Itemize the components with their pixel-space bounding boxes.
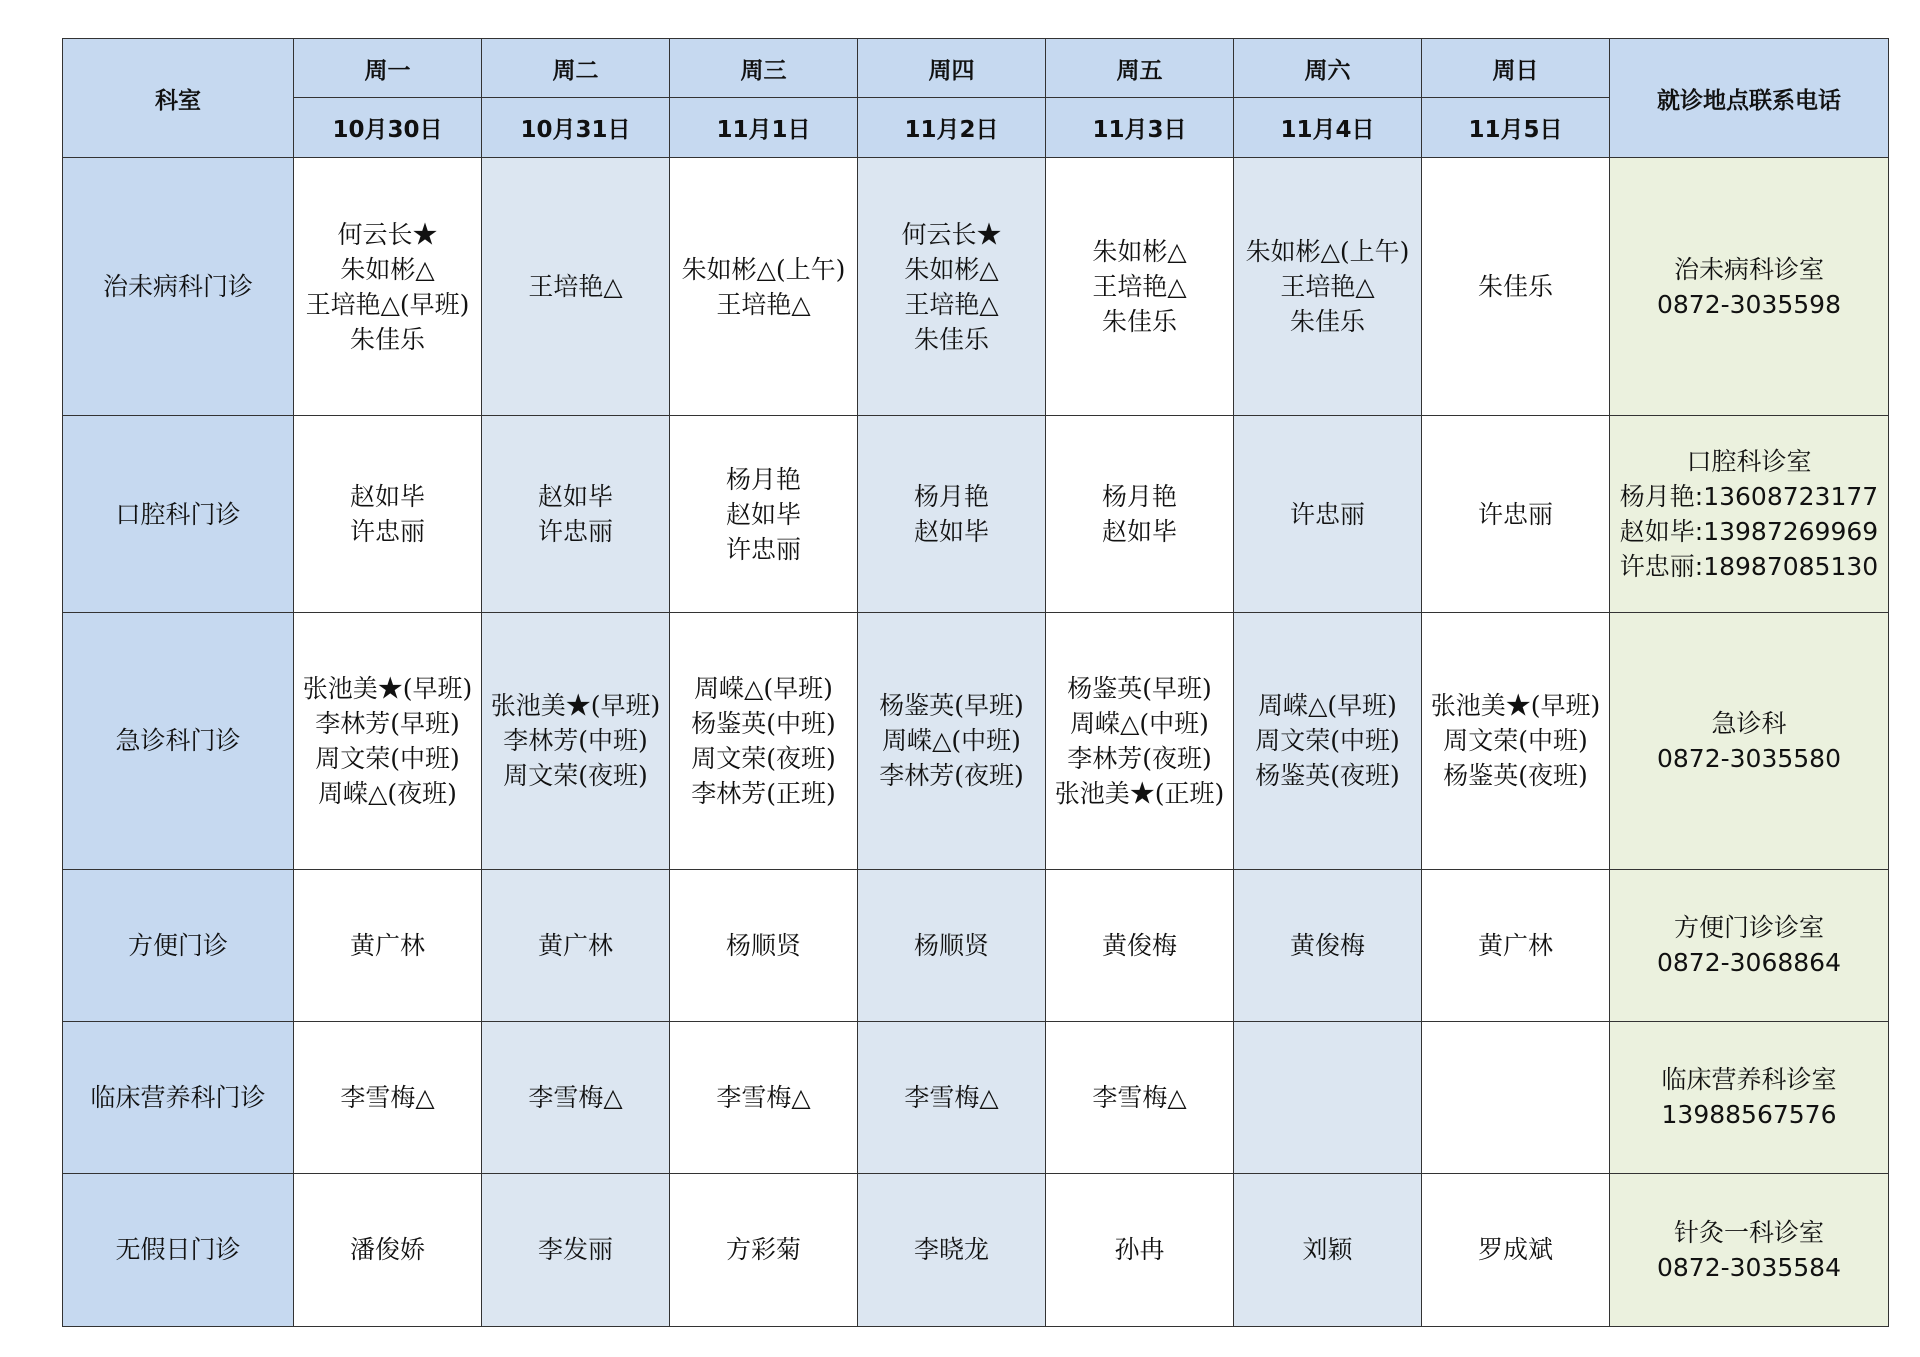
doctor-entry: 何云长★ — [901, 219, 1002, 249]
phone-number: 0872-3035584 — [1657, 1252, 1841, 1282]
duty-cell — [294, 158, 482, 416]
date-header: 11月1日 — [670, 98, 858, 158]
doctor-entry: 周文荣(中班) — [315, 743, 460, 773]
phone-number: 许忠丽:18987085130 — [1619, 552, 1879, 582]
clinic-room-name: 治未病科诊室 — [1673, 254, 1824, 284]
date-header: 10月30日 — [294, 98, 482, 158]
duty-cell — [858, 158, 1046, 416]
doctor-entry: 何云长★ — [337, 219, 438, 249]
schedule-body — [63, 158, 1889, 1327]
weekday-header: 周五 — [1046, 39, 1234, 98]
duty-cell — [1422, 613, 1610, 869]
doctor-entry: 朱佳乐 — [1477, 272, 1553, 302]
weekday-header: 周日 — [1422, 39, 1610, 98]
duty-cell — [294, 869, 482, 1021]
doctor-entry: 李雪梅△ — [904, 1082, 999, 1112]
duty-cell — [1234, 869, 1422, 1021]
phone-number: 杨月艳:13608723177 — [1619, 482, 1879, 512]
duty-cell — [294, 1021, 482, 1173]
doctor-entry: 张池美★(早班) — [1430, 691, 1601, 721]
duty-cell — [1046, 1173, 1234, 1326]
department-name: 急诊科门诊 — [63, 613, 294, 869]
duty-cell — [858, 1021, 1046, 1173]
doctor-entry: 周嵘△(中班) — [882, 726, 1021, 756]
doctor-entry: 杨鉴英(中班) — [691, 708, 836, 738]
duty-schedule-table — [62, 38, 1889, 1327]
doctor-entry: 李雪梅△ — [528, 1082, 623, 1112]
doctor-entry: 方彩菊 — [725, 1235, 801, 1265]
clinic-room-name: 急诊科 — [1711, 708, 1787, 738]
date-header: 11月2日 — [858, 98, 1046, 158]
doctor-entry: 黄广林 — [1477, 930, 1553, 960]
phone-number: 0872-3035580 — [1657, 743, 1841, 773]
contact-column-header: 就诊地点联系电话 — [1610, 39, 1889, 158]
doctor-entry: 赵如毕 — [349, 482, 425, 512]
duty-cell — [858, 416, 1046, 613]
doctor-entry: 黄俊梅 — [1101, 930, 1177, 960]
doctor-entry: 许忠丽 — [1289, 499, 1365, 529]
schedule-row — [63, 869, 1889, 1021]
weekday-header: 周三 — [670, 39, 858, 98]
doctor-entry: 王培艳△(早班) — [305, 289, 470, 319]
phone-number: 13988567576 — [1661, 1100, 1837, 1130]
doctor-entry: 周文荣(夜班) — [691, 743, 836, 773]
duty-cell — [1046, 1021, 1234, 1173]
duty-cell — [294, 416, 482, 613]
contact-cell — [1610, 1173, 1889, 1326]
contact-cell — [1610, 158, 1889, 416]
duty-cell — [482, 416, 670, 613]
duty-cell — [1046, 613, 1234, 869]
doctor-entry: 周嵘△(夜班) — [318, 778, 457, 808]
duty-cell — [1422, 158, 1610, 416]
doctor-entry: 赵如毕 — [913, 517, 989, 547]
clinic-room-name: 针灸一科诊室 — [1673, 1217, 1824, 1247]
date-header: 10月31日 — [482, 98, 670, 158]
duty-cell — [482, 1021, 670, 1173]
doctor-entry: 张池美★(早班) — [490, 691, 661, 721]
doctor-entry: 王培艳△ — [716, 289, 811, 319]
department-name: 方便门诊 — [63, 869, 294, 1021]
doctor-entry: 黄广林 — [537, 930, 613, 960]
schedule-row — [63, 416, 1889, 613]
duty-cell — [482, 1173, 670, 1326]
doctor-entry: 杨月艳 — [725, 464, 801, 494]
duty-cell — [1422, 1173, 1610, 1326]
doctor-entry: 朱如彬△(上午) — [681, 254, 846, 284]
doctor-entry: 杨月艳 — [1101, 482, 1177, 512]
doctor-entry: 杨鉴英(夜班) — [1255, 761, 1400, 791]
contact-cell — [1610, 613, 1889, 869]
duty-cell — [1234, 613, 1422, 869]
doctor-entry: 杨顺贤 — [725, 930, 801, 960]
duty-cell — [670, 1021, 858, 1173]
department-name: 口腔科门诊 — [63, 416, 294, 613]
doctor-entry: 李林芳(早班) — [315, 708, 460, 738]
doctor-entry: 罗成斌 — [1477, 1235, 1553, 1265]
weekday-header: 周四 — [858, 39, 1046, 98]
doctor-entry: 张池美★(早班) — [302, 673, 473, 703]
doctor-entry: 许忠丽 — [725, 534, 801, 564]
duty-cell — [482, 613, 670, 869]
duty-cell — [670, 613, 858, 869]
doctor-entry: 李发丽 — [537, 1235, 613, 1265]
duty-cell — [1046, 416, 1234, 613]
duty-cell — [1234, 158, 1422, 416]
doctor-entry: 李林芳(夜班) — [879, 761, 1024, 791]
phone-number: 0872-3068864 — [1657, 948, 1841, 978]
duty-cell — [294, 613, 482, 869]
duty-cell — [1046, 869, 1234, 1021]
doctor-entry: 许忠丽 — [537, 517, 613, 547]
header-row-weekdays — [63, 39, 1889, 98]
doctor-entry: 李林芳(正班) — [691, 778, 836, 808]
weekday-header: 周二 — [482, 39, 670, 98]
department-name: 临床营养科门诊 — [63, 1021, 294, 1173]
doctor-entry: 李林芳(夜班) — [1067, 743, 1212, 773]
doctor-entry: 周嵘△(早班) — [694, 673, 833, 703]
duty-cell — [858, 869, 1046, 1021]
doctor-entry: 周文荣(中班) — [1443, 726, 1588, 756]
duty-cell — [482, 869, 670, 1021]
doctor-entry: 王培艳△ — [1092, 272, 1187, 302]
schedule-row — [63, 613, 1889, 869]
date-header: 11月3日 — [1046, 98, 1234, 158]
doctor-entry: 王培艳△ — [1280, 272, 1375, 302]
doctor-entry: 朱如彬△ — [340, 254, 435, 284]
department-name: 无假日门诊 — [63, 1173, 294, 1326]
duty-cell — [1422, 1021, 1610, 1173]
schedule-row — [63, 1021, 1889, 1173]
doctor-entry: 赵如毕 — [725, 499, 801, 529]
date-header: 11月5日 — [1422, 98, 1610, 158]
doctor-entry: 许忠丽 — [349, 517, 425, 547]
doctor-entry: 刘颖 — [1302, 1235, 1353, 1265]
doctor-entry: 李雪梅△ — [716, 1082, 811, 1112]
doctor-entry: 杨鉴英(早班) — [879, 691, 1024, 721]
doctor-entry: 赵如毕 — [1101, 517, 1177, 547]
duty-cell — [482, 158, 670, 416]
duty-cell — [670, 1173, 858, 1326]
doctor-entry: 李雪梅△ — [340, 1082, 435, 1112]
doctor-entry: 王培艳△ — [528, 272, 623, 302]
contact-cell — [1610, 416, 1889, 613]
clinic-room-name: 方便门诊诊室 — [1673, 913, 1824, 943]
schedule-row — [63, 1173, 1889, 1326]
doctor-entry: 黄俊梅 — [1289, 930, 1365, 960]
doctor-entry: 潘俊娇 — [349, 1235, 425, 1265]
schedule-row — [63, 158, 1889, 416]
doctor-entry: 周嵘△(早班) — [1258, 691, 1397, 721]
clinic-room-name: 口腔科诊室 — [1686, 447, 1812, 477]
duty-cell — [670, 869, 858, 1021]
department-column-header: 科室 — [63, 39, 294, 158]
doctor-entry: 朱佳乐 — [349, 324, 425, 354]
phone-number: 赵如毕:13987269969 — [1619, 517, 1879, 547]
doctor-entry: 朱佳乐 — [913, 324, 989, 354]
doctor-entry: 周文荣(夜班) — [503, 761, 648, 791]
duty-cell — [1046, 158, 1234, 416]
doctor-entry: 杨月艳 — [913, 482, 989, 512]
doctor-entry: 朱佳乐 — [1101, 307, 1177, 337]
duty-cell — [858, 1173, 1046, 1326]
doctor-entry: 朱如彬△(上午) — [1245, 237, 1410, 267]
doctor-entry: 朱如彬△ — [1092, 237, 1187, 267]
doctor-entry: 李雪梅△ — [1092, 1082, 1187, 1112]
doctor-entry: 周嵘△(中班) — [1070, 708, 1209, 738]
doctor-entry: 朱佳乐 — [1289, 307, 1365, 337]
duty-cell — [1234, 1021, 1422, 1173]
phone-number: 0872-3035598 — [1657, 289, 1841, 319]
doctor-entry: 杨鉴英(夜班) — [1443, 761, 1588, 791]
duty-cell — [294, 1173, 482, 1326]
doctor-entry: 许忠丽 — [1477, 499, 1553, 529]
duty-cell — [670, 158, 858, 416]
department-name: 治未病科门诊 — [63, 158, 294, 416]
duty-cell — [1422, 416, 1610, 613]
doctor-entry: 周文荣(中班) — [1255, 726, 1400, 756]
doctor-entry: 杨鉴英(早班) — [1067, 673, 1212, 703]
doctor-entry: 王培艳△ — [904, 289, 999, 319]
weekday-header: 周一 — [294, 39, 482, 98]
duty-cell — [1234, 416, 1422, 613]
contact-cell — [1610, 1021, 1889, 1173]
doctor-entry: 杨顺贤 — [913, 930, 989, 960]
weekday-header: 周六 — [1234, 39, 1422, 98]
doctor-entry: 李林芳(中班) — [503, 726, 648, 756]
duty-cell — [670, 416, 858, 613]
doctor-entry: 李晓龙 — [913, 1235, 989, 1265]
doctor-entry: 朱如彬△ — [904, 254, 999, 284]
contact-cell — [1610, 869, 1889, 1021]
doctor-entry: 孙冉 — [1114, 1235, 1165, 1265]
duty-cell — [1234, 1173, 1422, 1326]
duty-cell — [858, 613, 1046, 869]
doctor-entry: 黄广林 — [349, 930, 425, 960]
date-header: 11月4日 — [1234, 98, 1422, 158]
doctor-entry: 赵如毕 — [537, 482, 613, 512]
duty-cell — [1422, 869, 1610, 1021]
clinic-room-name: 临床营养科诊室 — [1661, 1065, 1837, 1095]
doctor-entry: 张池美★(正班) — [1054, 778, 1225, 808]
